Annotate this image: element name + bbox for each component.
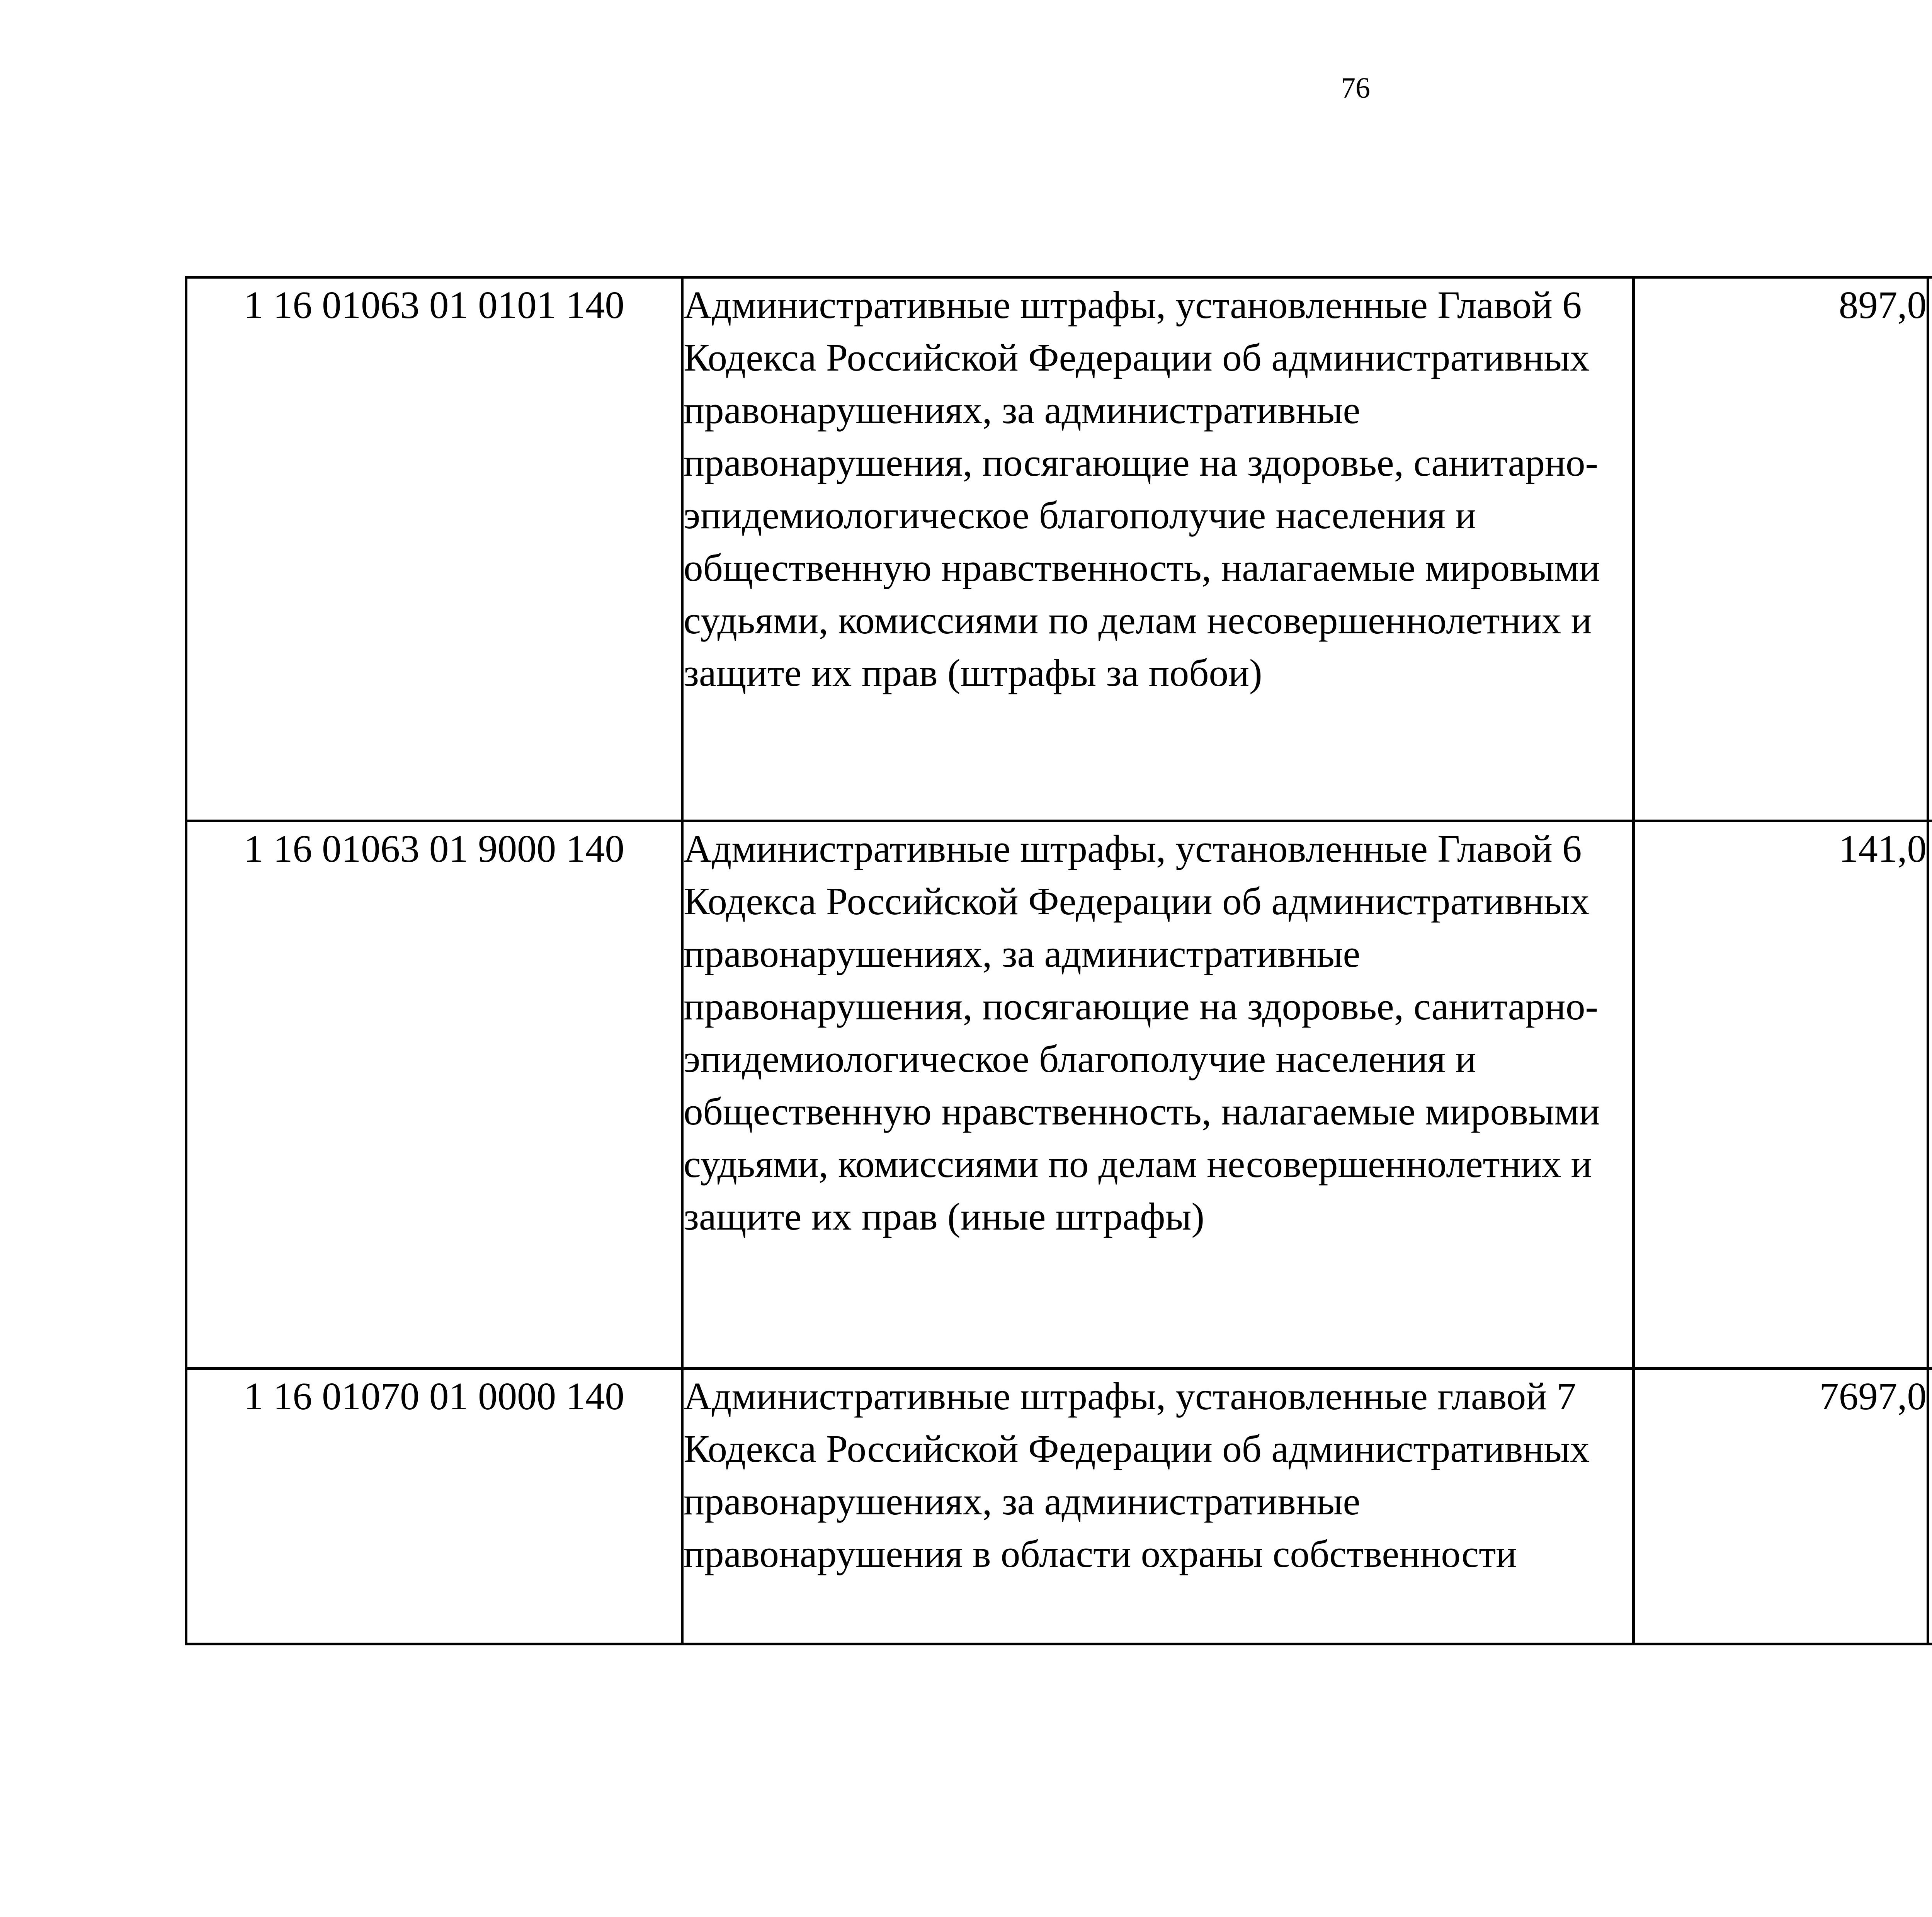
description-cell: Административные штрафы, установленные главой 7 Кодекса Российской Федерации об административных правонарушениях, за административные правонарушения в области охраны собственности bbox=[682, 1369, 1634, 1644]
value-cell-2 bbox=[1928, 821, 1932, 1369]
page-number: 76 bbox=[1341, 72, 1370, 104]
budget-code-cell: 1 16 01063 01 0101 140 bbox=[186, 277, 682, 821]
table-row bbox=[186, 821, 1932, 1369]
table-row bbox=[186, 277, 1932, 821]
value-cell-1: 897,0 bbox=[1634, 277, 1928, 821]
revenue-table bbox=[185, 276, 1932, 1645]
description-cell: Административные штрафы, установленные Главой 6 Кодекса Российской Федерации об административных правонарушениях, за административные правонарушения, посягающие на здоровье, санитарно-эпидемиологическое благополучие населения и общественную нравственность, налагаемые мировыми судьями, комиссиями по делам несовершеннолетних и защите их прав (штрафы за побои) bbox=[682, 277, 1634, 821]
value-cell-2 bbox=[1928, 277, 1932, 821]
value-cell-2 bbox=[1928, 1369, 1932, 1644]
description-cell: Административные штрафы, установленные Главой 6 Кодекса Российской Федерации об административных правонарушениях, за административные правонарушения, посягающие на здоровье, санитарно-эпидемиологическое благополучие населения и общественную нравственность, налагаемые мировыми судьями, комиссиями по делам несовершеннолетних и защите их прав (иные штрафы) bbox=[682, 821, 1634, 1369]
table-row bbox=[186, 1369, 1932, 1644]
value-cell-1: 141,0 bbox=[1634, 821, 1928, 1369]
budget-code-cell: 1 16 01070 01 0000 140 bbox=[186, 1369, 682, 1644]
budget-code-cell: 1 16 01063 01 9000 140 bbox=[186, 821, 682, 1369]
value-cell-1: 7697,0 bbox=[1634, 1369, 1928, 1644]
